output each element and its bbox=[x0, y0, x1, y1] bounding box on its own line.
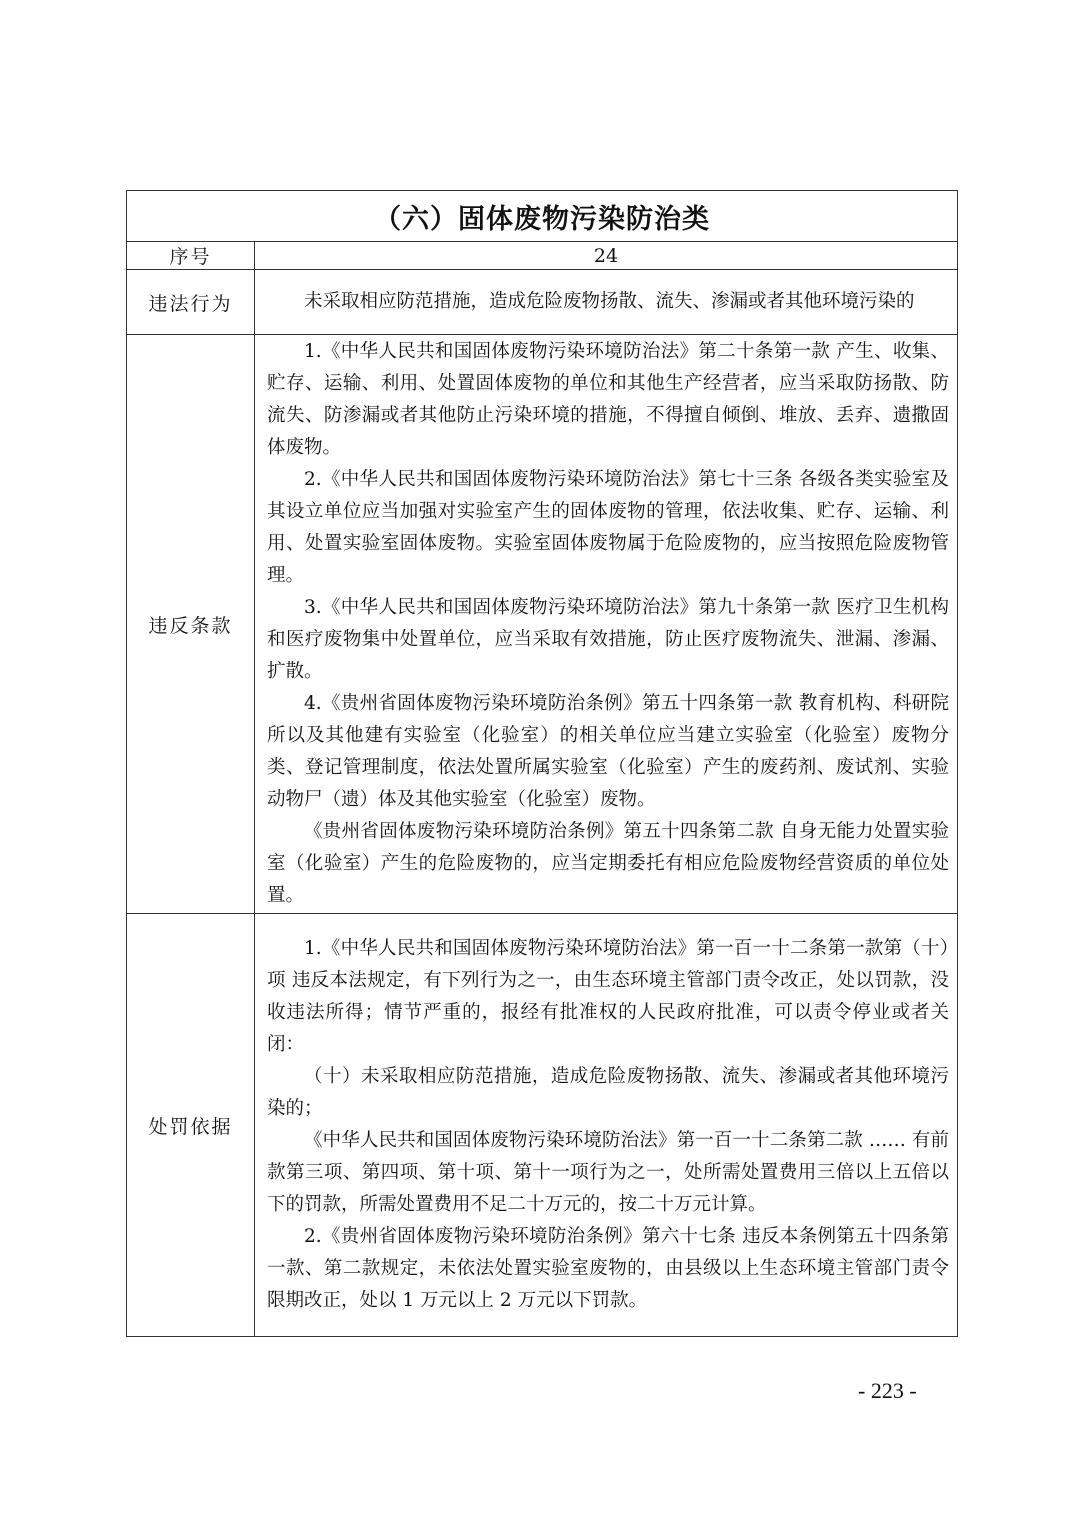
clause-paragraph: 4.《贵州省固体废物污染环境防治条例》第五十四条第一款 教育机构、科研院所以及其他建有实验室（化验室）的相关单位应当建立实验室（化验室）废物分类、登记管理制度，依法处置所属实验室（化验室）产生的废药剂、废试剂、实验动物尸（遗）体及其他实验室（化验室）废物。 bbox=[267, 693, 949, 810]
table-row-number bbox=[127, 242, 958, 270]
penalty-paragraph: 2.《贵州省固体废物污染环境防治条例》第六十七条 违反本条例第五十四条第一款、第二款规定，未依法处置实验室废物的，由县级以上生态环境主管部门责令限期改正，处以 1 万元以上 2 万元以下罚款。 bbox=[267, 1226, 949, 1311]
regulation-table bbox=[126, 190, 958, 1337]
penalty-label: 处罚依据 bbox=[127, 914, 255, 1337]
section-title: （六）固体废物污染防治类 bbox=[127, 191, 958, 242]
penalty-content bbox=[255, 914, 958, 1337]
clauses-content bbox=[255, 335, 958, 914]
violation-label: 违法行为 bbox=[127, 270, 255, 335]
table-row-clauses bbox=[127, 335, 958, 914]
clause-paragraph: 《贵州省固体废物污染环境防治条例》第五十四条第二款 自身无能力处置实验室（化验室）产生的危险废物的，应当定期委托有相应危险废物经营资质的单位处置。 bbox=[267, 821, 949, 906]
table-row-violation bbox=[127, 270, 958, 335]
clause-paragraph: 1.《中华人民共和国固体废物污染环境防治法》第二十条第一款 产生、收集、贮存、运输、利用、处置固体废物的单位和其他生产经营者，应当采取防扬散、防流失、防渗漏或者其他防止污染环境的措施，不得擅自倾倒、堆放、丢弃、遗撒固体废物。 bbox=[267, 341, 949, 458]
violation-content bbox=[255, 270, 958, 335]
table-row-penalty bbox=[127, 914, 958, 1337]
clause-paragraph: 3.《中华人民共和国固体废物污染环境防治法》第九十条第一款 医疗卫生机构和医疗废物集中处置单位，应当采取有效措施，防止医疗废物流失、泄漏、渗漏、扩散。 bbox=[267, 597, 949, 682]
clauses-label: 违反条款 bbox=[127, 335, 255, 914]
number-label: 序号 bbox=[127, 242, 255, 270]
page-number: - 223 - bbox=[858, 1378, 917, 1403]
penalty-paragraph: 1.《中华人民共和国固体废物污染环境防治法》第一百一十二条第一款第（十）项 违反本法规定，有下列行为之一，由生态环境主管部门责令改正，处以罚款，没收违法所得；情节严重的，报经有批准权的人民政府批准，可以责令停业或者关闭： bbox=[267, 938, 949, 1055]
penalty-paragraph: 《中华人民共和国固体废物污染环境防治法》第一百一十二条第二款 …… 有前款第三项、第四项、第十项、第十一项行为之一，处所需处置费用三倍以上五倍以下的罚款，所需处置费用不足二十万元的，按二十万元计算。 bbox=[267, 1130, 949, 1215]
number-value: 24 bbox=[255, 242, 958, 270]
clause-paragraph: 2.《中华人民共和国固体废物污染环境防治法》第七十三条 各级各类实验室及其设立单位应当加强对实验室产生的固体废物的管理，依法收集、贮存、运输、利用、处置实验室固体废物。实验室固体废物属于危险废物的，应当按照危险废物管理。 bbox=[267, 469, 949, 586]
violation-paragraph: 未采取相应防范措施，造成危险废物扬散、流失、渗漏或者其他环境污染的 bbox=[304, 291, 915, 312]
penalty-paragraph: （十）未采取相应防范措施，造成危险废物扬散、流失、渗漏或者其他环境污染的； bbox=[267, 1066, 949, 1119]
